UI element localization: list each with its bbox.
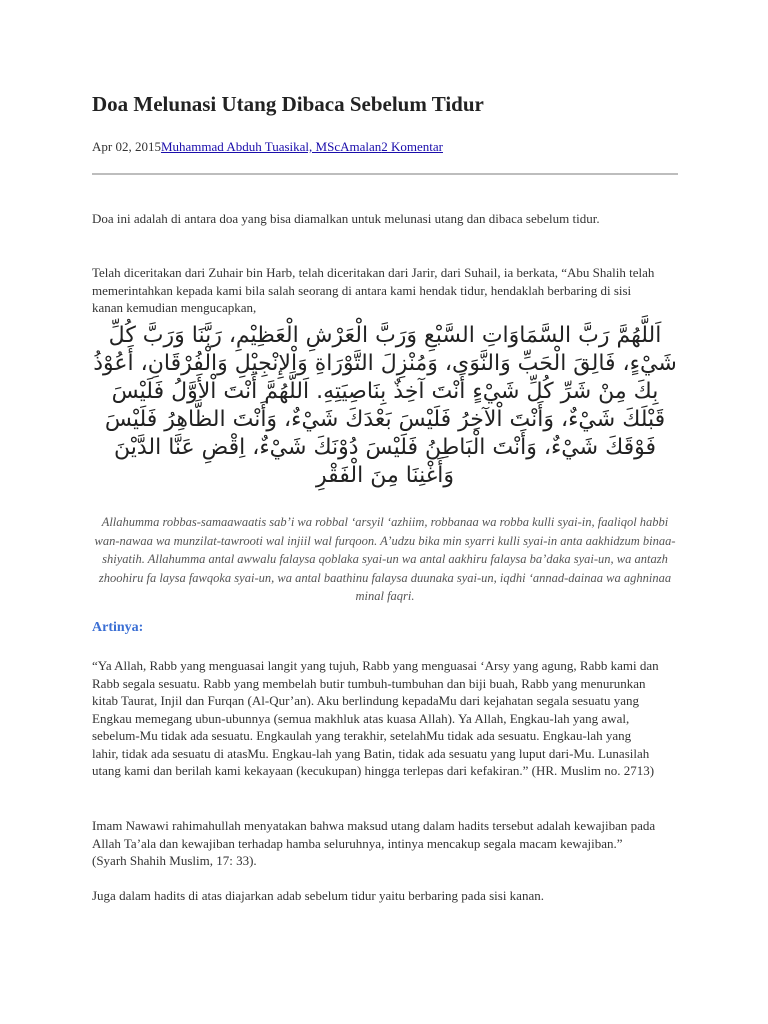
narration-paragraph: Telah diceritakan dari Zuhair bin Harb, telah diceritakan dari Jarir, dari Suhail, ia berkata, “Abu Shalih telah memerintahkan kepada kami bila salah seorang di antara kami hendak tidur, hendaklah berbaring di sisi kanan kemudian mengucapkan, xyxy=(92,265,655,315)
header-divider xyxy=(92,173,678,175)
author-link[interactable]: Muhammad Abduh Tuasikal, MSc xyxy=(160,139,341,154)
intro-paragraph: Doa ini adalah di antara doa yang bisa diamalkan untuk melunasi utang dan dibaca sebelum tidur. xyxy=(92,211,600,226)
closing-paragraph: Juga dalam hadits di atas diajarkan adab sebelum tidur yaitu berbaring pada sisi kanan. xyxy=(92,888,544,903)
category-link[interactable]: Amalan xyxy=(340,139,382,154)
comments-link[interactable]: 2 Komentar xyxy=(381,139,443,154)
meaning-heading: Artinya: xyxy=(92,620,144,635)
article-title: Doa Melunasi Utang Dibaca Sebelum Tidur xyxy=(92,92,484,116)
meaning-paragraph: “Ya Allah, Rabb yang menguasai langit yang tujuh, Rabb yang menguasai ‘Arsy yang agung, Rabb kami dan Rabb segala sesuatu. Rabb yang membelah butir tumbuh-tumbuhan dan biji buah, Rabb yang menurunkan kitab Taurat, Injil dan Furqan (Al-Qur’an). Aku berlindung kepadaMu dari kejahatan segala sesuatu yang Engkau memegang ubun-ubunnya (semua makhluk atas kuasa Allah). Ya Allah, Engkau-lah yang awal, sebelum-Mu tidak ada sesuatu. Engkaulah yang terakhir, setelahMu tidak ada sesuatu. Engkau-lah yang lahir, tidak ada sesuatu di atasMu. Engkau-lah yang Batin, tidak ada sesuatu yang luput dari-Mu. Lunasilah utang kami dan berilah kami kekayaan (kecukupan) hingga terlepas dari kefakiran.” (HR. Muslim no. 2713) xyxy=(92,658,659,778)
post-date: Apr 02, 2015 xyxy=(92,139,161,154)
article-meta xyxy=(92,139,443,155)
nawawi-paragraph: Imam Nawawi rahimahullah menyatakan bahwa maksud utang dalam hadits tersebut adalah kewajiban pada Allah Ta’ala dan kewajiban terhadap hamba seluruhnya, intinya mencakup segala macam kewajiban.” (Syarh Shahih Muslim, 17: 33). xyxy=(92,818,656,868)
arabic-dua: اَللَّهُمَّ رَبَّ السَّمَاوَاتِ السَّبْعِ وَرَبَّ الْعَرْشِ الْعَظِيْمِ، رَبَّنَا وَرَبَّ كُلِّ شَيْءٍ، فَالِقَ الْحَبِّ وَالنَّوَى، وَمُنْزِلَ التَّوْرَاةِ وَاْلإِنْجِيْلِ وَالْفُرْقَانِ، أَعُوْذُ بِكَ مِنْ شَرِّ كُلِّ شَيْءٍ أَنْتَ آخِذٌ بِنَاصِيَتِهِ. اَللَّهُمَّ أَنْتَ اْلأَوَّلُ فَلَيْسَ قَبْلَكَ شَيْءٌ، وَأَنْتَ اْلآخِرُ فَلَيْسَ بَعْدَكَ شَيْءٌ، وَأَنْتَ الظَّاهِرُ فَلَيْسَ فَوْقَكَ شَيْءٌ، وَأَنْتَ الْبَاطِنُ فَلَيْسَ دُوْنَكَ شَيْءٌ، اِقْضِ عَنَّا الدَّيْنَ وَأَغْنِنَا مِنَ الْفَقْرِ xyxy=(93,323,677,488)
transliteration: Allahumma robbas-samaawaatis sab’i wa robbal ‘arsyil ‘azhiim, robbanaa wa robba kulli syai-in, faaliqol habbi wan-nawaa wa munzilat-tawrooti wal injiil wal furqoon. A’udzu bika min syarri kulli syai-in anta aakhidzum binaa-shiyatih. Allahumma antal awwalu falaysa qoblaka syai-un wa antal aakhiru falaysa ba’daka syai-un, wa antazh zhoohiru fa laysa fawqoka syai-un, wa antal baathinu falaysa duunaka syai-un, iqdhi ‘annad-dainaa wa aghninaa minal faqri. xyxy=(94,515,676,603)
